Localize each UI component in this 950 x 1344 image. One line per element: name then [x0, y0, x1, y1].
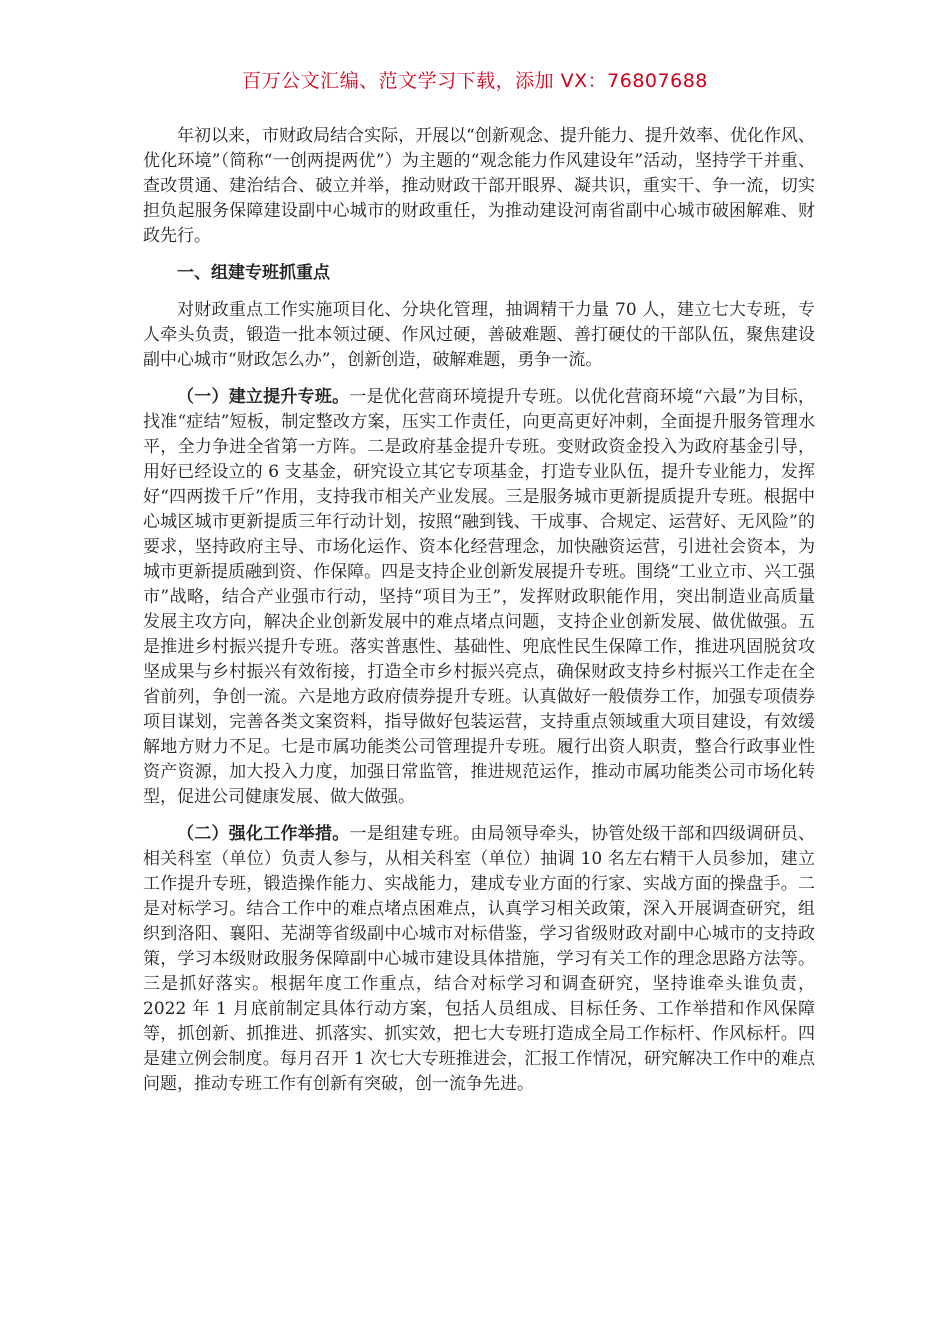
- subsection-text-1: 一是优化营商环境提升专班。以优化营商环境“六最”为目标，找准“症结”短板，制定整改方案，压实工作责任，向更高更好冲刺，全面提升服务管理水平，全力争进全省第一方阵。二是政府基金提升专班。变财政资金投入为政府基金引导，用好已经设立的 6 支基金，研究设立其它专项基金，打造专业队伍，提升专业能力，发挥好“四两拨千斤”作用，支持我市相关产业发展。三是服务城市更新提质提升专班。根据中心城区城市更新提质三年行动计划，按照“融到钱、干成事、合规定、运营好、无风险”的要求，坚持政府主导、市场化运作、资本化经营理念，加快融资运营，引进社会资本，为城市更新提质融到资、作保障。四是支持企业创新发展提升专班。围绕“工业立市、兴工强市”战略，结合产业强市行动，坚持“项目为王”，发挥财政职能作用，突出制造业高质量发展主攻方向，解决企业创新发展中的难点堵点问题，支持企业创新发展、做优做强。五是推进乡村振兴提升专班。落实普惠性、基础性、兜底性民生保障工作，推进巩固脱贫攻坚成果与乡村振兴有效衔接，打造全市乡村振兴亮点，确保财政支持乡村振兴工作走在全省前列，争创一流。六是地方政府债券提升专班。认真做好一般债券工作，加强专项债券项目谋划，完善各类文案资料，指导做好包装运营，支持重点领域重大项目建设，有效缓解地方财力不足。七是市属功能类公司管理提升专班。履行出资人职责，整合行政事业性资产资源，加大投入力度，加强日常监管，推进规范运作，推动市属功能类公司市场化转型，促进公司健康发展、做大做强。: [143, 387, 815, 807]
- subsection-lead-1: （一）建立提升专班。: [177, 387, 350, 407]
- section-paragraph: 对财政重点工作实施项目化、分块化管理，抽调精干力量 70 人，建立七大专班，专人牵头负责，锻造一批本领过硬、作风过硬，善破难题、善打硬仗的干部队伍，聚焦建设副中心城市“财政怎么办”，创新创造，破解难题，勇争一流。: [143, 300, 815, 370]
- subsection-text-2: 一是组建专班。由局领导牵头，协管处级干部和四级调研员、相关科室（单位）负责人参与，从相关科室（单位）抽调 10 名左右精干人员参加，建立工作提升专班，锻造操作能力、实战能力，建成专业方面的行家、实战方面的操盘手。二是对标学习。结合工作中的难点堵点困难点，认真学习相关政策，深入开展调查研究，组织到洛阳、襄阳、芜湖等省级副中心城市对标借鉴，学习省级财政对副中心城市的支持政策，学习本级财政服务保障副中心城市建设具体措施，学习有关工作的理念思路方法等。三是抓好落实。根据年度工作重点，结合对标学习和调查研究，坚持谁牵头谁负责，2022 年 1 月底前制定具体行动方案，包括人员组成、目标任务、工作举措和作风保障等，抓创新、抓推进、抓落实、抓实效，把七大专班打造成全局工作标杆、作风标杆。四是建立例会制度。每月召开 1 次七大专班推进会，汇报工作情况，研究解决工作中的难点问题，推动专班工作有创新有突破，创一流争先进。: [143, 824, 815, 1094]
- section-heading: 一、组建专班抓重点: [177, 263, 330, 283]
- watermark-header: 百万公文汇编、范文学习下载，添加 VX：76807688: [242, 70, 708, 92]
- subsection-paragraph-2: [143, 822, 815, 1097]
- document-body: [143, 124, 815, 1109]
- intro-paragraph: 年初以来，市财政局结合实际，开展以“创新观念、提升能力、提升效率、优化作风、优化环境”（简称“一创两提两优”）为主题的“观念能力作风建设年”活动，坚持学干并重、查改贯通、建治结合、破立并举，推动财政干部开眼界、凝共识，重实干、争一流，切实担负起服务保障建设副中心城市的财政重任，为推动建设河南省副中心城市破困解难、财政先行。: [143, 126, 815, 246]
- subsection-paragraph-1: [143, 385, 815, 810]
- subsection-lead-2: （二）强化工作举措。: [177, 824, 350, 844]
